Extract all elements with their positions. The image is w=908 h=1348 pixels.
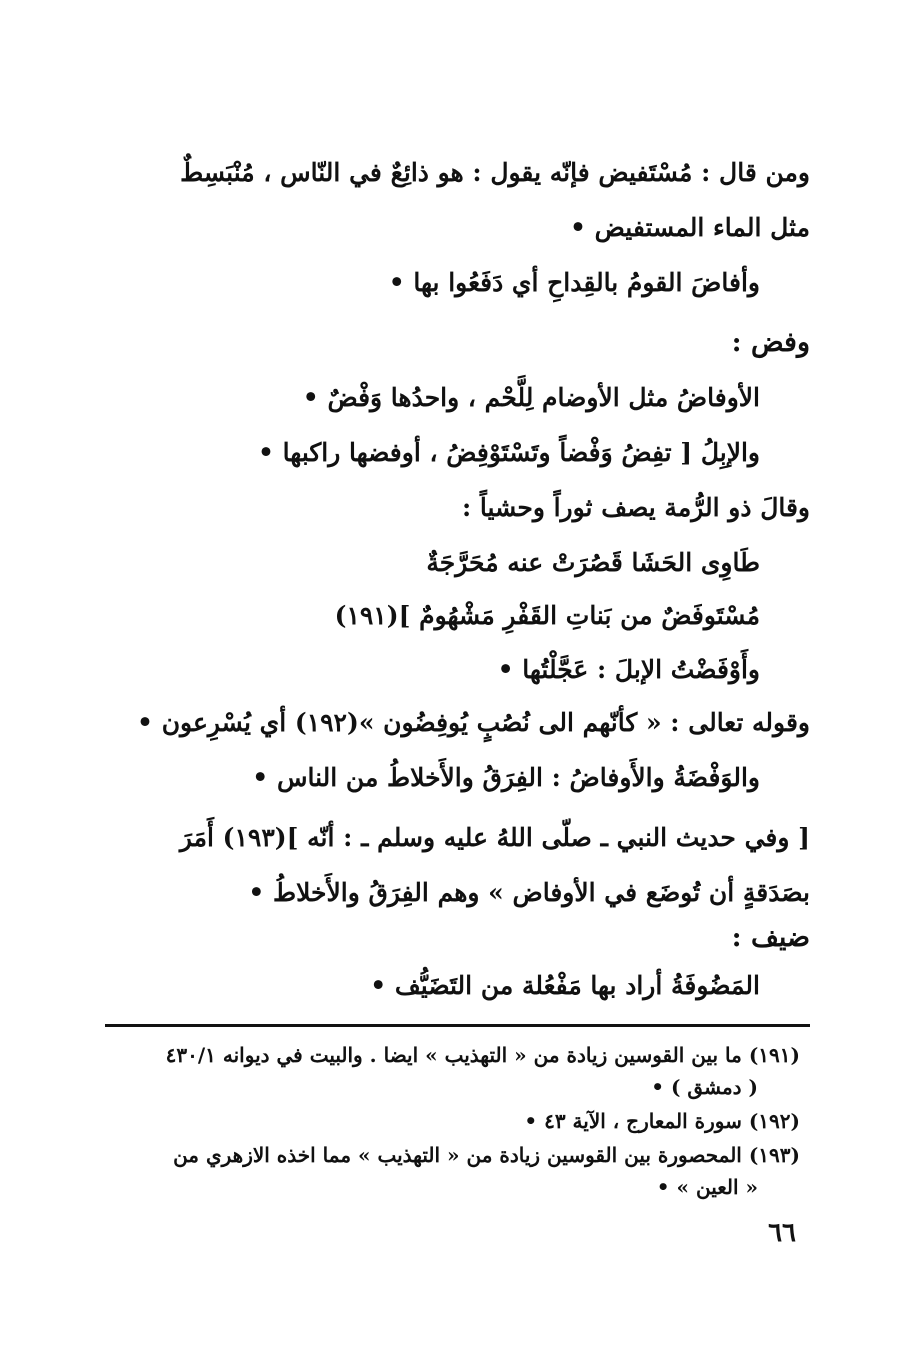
- verse-line-1: طَاوِى الحَشَا قَصُرَتْ عنه مُحَرَّجَةٌ: [426, 548, 760, 577]
- page-number: ٦٦: [768, 1218, 796, 1248]
- footnote-191-cont: ( دمشق ) •: [651, 1075, 758, 1099]
- body-line-10: وأَوْفَضْتُ الإبلَ : عَجَّلْتُها •: [497, 655, 760, 684]
- body-line-2: مثل الماء المستفيض •: [569, 213, 810, 242]
- verse-line-2: مُسْتَوفَضٌ من بَناتِ القَفْرِ مَشْهُومٌ ](١٩١): [334, 601, 760, 630]
- footnote-divider: [105, 1024, 810, 1027]
- body-line-16: المَضُوفَةُ أراد بها مَفْعُلة من التَضَيُّف •: [370, 971, 760, 1000]
- footnote-193: (١٩٣) المحصورة بين القوسين زيادة من « التهذيب » مما اخذه الازهري من: [173, 1143, 800, 1167]
- body-line-14: بصَدَقةٍ أن تُوضَع في الأوفاض » وهم الفِرَقُ والأَخلاطُ •: [248, 878, 810, 907]
- body-line-5: الأوفاضُ مثل الأوضام لِلَّحْم ، واحدُها وَفْضٌ •: [302, 383, 760, 412]
- body-line-11: وقوله تعالى : « كأنّهم الى نُصُبٍ يُوفِضُون »(١٩٢) أي يُسْرِعون •: [137, 708, 810, 737]
- entry-heading-wfd: وفض :: [731, 327, 810, 358]
- footnote-191: (١٩١) ما بين القوسين زيادة من « التهذيب » ايضا . والبيت في ديوانه ٤٣٠/١: [165, 1043, 800, 1067]
- footnote-193-cont: « العين » •: [656, 1175, 758, 1199]
- entry-heading-dyf: ضيف :: [731, 922, 810, 953]
- body-line-1: ومن قال : مُسْتَفيض فإنّه يقول : هو ذائِعٌ في النّاس ، مُنْبَسِطٌ: [180, 158, 810, 187]
- footnote-192: (١٩٢) سورة المعارج ، الآية ٤٣ •: [524, 1109, 800, 1133]
- body-line-13: [ وفي حديث النبي ـ صلّى اللهُ عليه وسلم ـ : أنّه ](١٩٣) أَمَرَ: [179, 823, 810, 852]
- body-line-7: وقالَ ذو الرُّمة يصف ثوراً وحشياً :: [461, 493, 810, 522]
- body-line-3: وأفاضَ القومُ بالقِداحِ أي دَفَعُوا بها •: [388, 268, 760, 297]
- body-line-12: والوَفْضَةُ والأَوفاضُ : الفِرَقُ والأَخلاطُ من الناس •: [252, 763, 760, 792]
- body-line-6: والإبِلُ [ تفِضُ وَفْضاً وتَسْتَوْفِضُ ، أوفضها راكبها •: [258, 438, 760, 467]
